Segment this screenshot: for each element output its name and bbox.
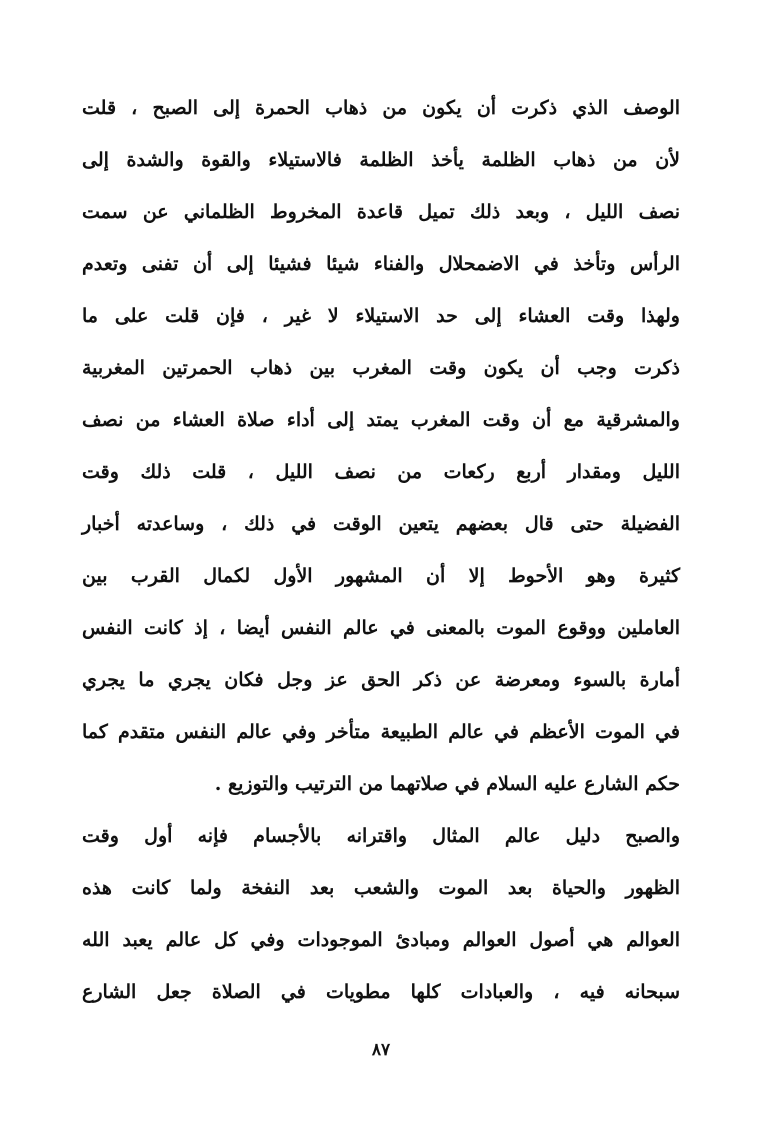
text-line-4: الرأس وتأخذ في الاضمحلال والفناء شيئا فشيئا إلى أن تفنى وتعدم — [82, 253, 680, 275]
text-line-6: ذكرت وجب أن يكون وقت المغرب بين ذهاب الحمرتين المغربية — [82, 357, 680, 379]
page-number: ٨٧ — [371, 1040, 391, 1060]
text-line-10: كثيرة وهو الأحوط إلا أن المشهور الأول لكمال القرب بين — [82, 565, 680, 587]
text-line-7: والمشرقية مع أن وقت المغرب يمتد إلى أداء صلاة العشاء من نصف — [82, 409, 680, 431]
text-line-14: حكم الشارع عليه السلام في صلاتهما من الترتيب والتوزيع . — [214, 773, 680, 795]
text-line-18: سبحانه فيه ، والعبادات كلها مطويات في الصلاة جعل الشارع — [82, 981, 680, 1003]
text-line-2: لأن من ذهاب الظلمة يأخذ الظلمة فالاستيلاء والقوة والشدة إلى — [82, 149, 680, 171]
text-line-3: نصف الليل ، وبعد ذلك تميل قاعدة المخروط الظلماني عن سمت — [82, 201, 680, 223]
text-line-5: ولهذا وقت العشاء إلى حد الاستيلاء لا غير ، فإن قلت على ما — [82, 305, 680, 327]
text-line-12: أمارة بالسوء ومعرضة عن ذكر الحق عز وجل فكان يجري ما يجري — [82, 669, 680, 691]
text-line-15: والصبح دليل عالم المثال واقترانه بالأجسام فإنه أول وقت — [82, 825, 680, 847]
text-line-17: العوالم هي أصول العوالم ومبادئ الموجودات وفي كل عالم يعبد الله — [82, 929, 680, 951]
body-text — [82, 82, 680, 1018]
text-line-1: الوصف الذي ذكرت أن يكون من ذهاب الحمرة إلى الصبح ، قلت — [82, 97, 680, 119]
text-line-16: الظهور والحياة بعد الموت والشعب بعد النفخة ولما كانت هذه — [82, 877, 680, 899]
text-line-13: في الموت الأعظم في عالم الطبيعة متأخر وفي عالم النفس متقدم كما — [82, 721, 680, 743]
text-line-9: الفضيلة حتى قال بعضهم يتعين الوقت في ذلك ، وساعدته أخبار — [82, 513, 680, 535]
text-line-8: الليل ومقدار أربع ركعات من نصف الليل ، قلت ذلك وقت — [82, 461, 680, 483]
text-line-11: العاملين ووقوع الموت بالمعنى في عالم النفس أيضا ، إذ كانت النفس — [82, 617, 680, 639]
